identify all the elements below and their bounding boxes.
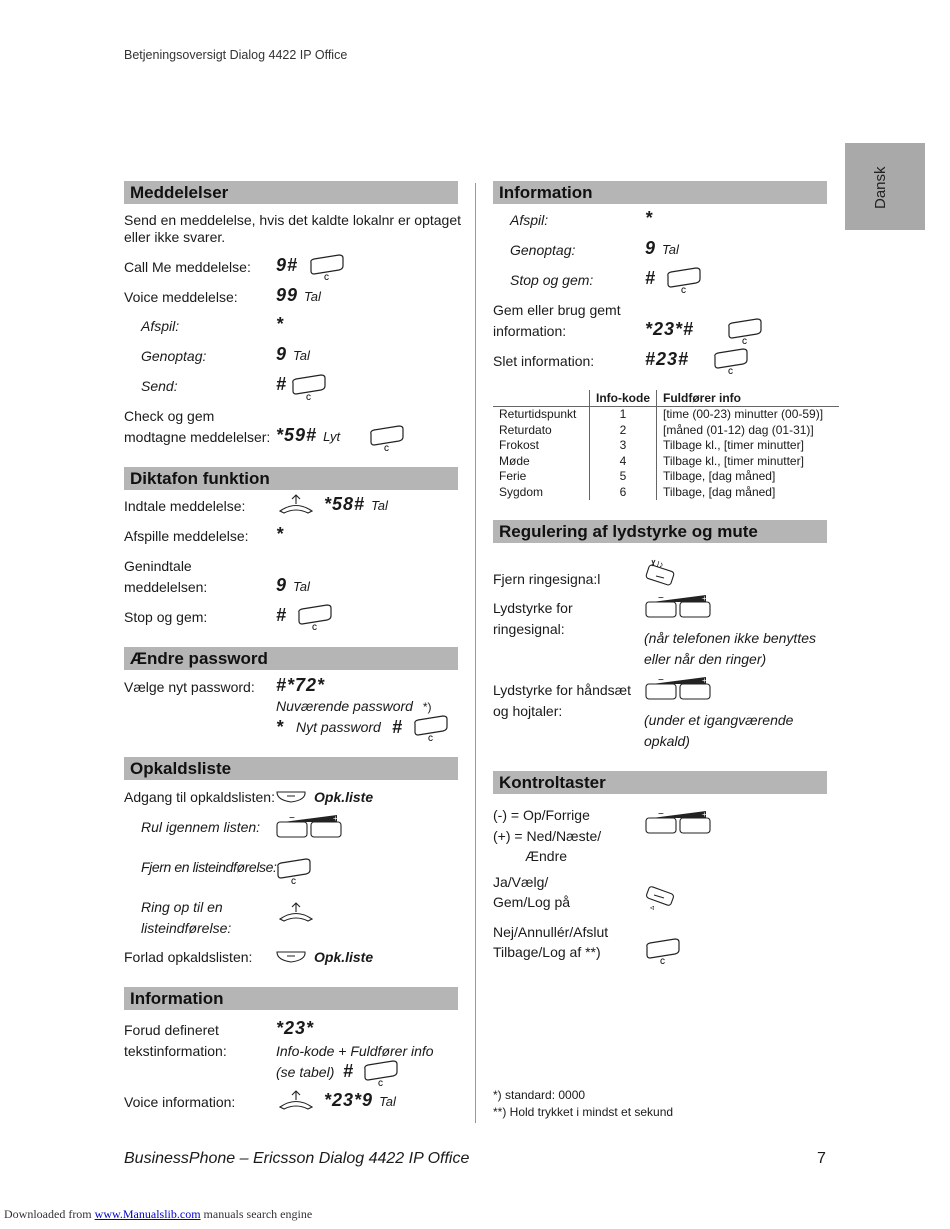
section-kontroltaster-title: Kontroltaster — [493, 771, 827, 794]
adgang-label: Adgang til opkaldslisten: — [124, 789, 275, 805]
table-cell: Returtidspunkt — [499, 407, 577, 421]
table-cell: 3 — [590, 438, 657, 454]
table-cell: 5 — [590, 469, 657, 485]
genindtale-label-2: meddelelsen: — [124, 579, 208, 595]
table-cell: Møde — [499, 453, 530, 468]
manualslib-link[interactable]: www.Manualslib.com — [94, 1207, 201, 1221]
check-code-value: *59# — [276, 425, 318, 445]
handset-offhook-icon — [276, 1088, 316, 1112]
section-opkaldsliste-title: Opkaldsliste — [124, 757, 458, 780]
svg-text:−: − — [658, 810, 664, 820]
opk-liste-label: Opk.liste — [314, 789, 374, 805]
svg-text:c: c — [742, 336, 747, 344]
nuvaerende-password — [276, 696, 432, 717]
indtale-code-value: *58# — [324, 494, 366, 514]
afspille-label: Afspille meddelelse: — [124, 528, 249, 544]
svg-text:c: c — [384, 443, 389, 451]
table-cell: Ferie — [499, 469, 527, 483]
section-password-title: Ændre password — [124, 647, 458, 670]
c-key-icon — [290, 374, 330, 400]
svg-text:+: + — [702, 676, 707, 685]
nyt-star: * — [276, 717, 285, 737]
ja-label-2: Gem/Log på — [493, 894, 571, 910]
svg-text:c: c — [324, 272, 329, 280]
softkey-icon — [275, 789, 309, 805]
afspil-star: * — [276, 314, 285, 334]
minus-label: (-) = Op/Forrige — [493, 807, 590, 823]
info-code-table — [493, 390, 839, 500]
check-label-1: Check og gem — [124, 408, 215, 424]
lydstyrke-note-2: eller når den ringer) — [644, 651, 767, 667]
haandsaet-label-1: Lydstyrke for håndsæt — [493, 682, 631, 698]
gem-label-2: information: — [493, 323, 567, 339]
volume-key-icon — [644, 810, 714, 836]
c-key-icon — [296, 604, 336, 630]
svg-text:c: c — [378, 1078, 383, 1086]
svg-text:◃: ◃ — [650, 903, 655, 912]
diktafon-stop-label: Stop og gem: — [124, 609, 208, 625]
slet-label: Slet information: — [493, 353, 595, 369]
language-tab-label: Dansk — [872, 166, 889, 209]
footer-title: BusinessPhone – Ericsson Dialog 4422 IP Office — [124, 1150, 470, 1167]
call-me-label: Call Me meddelelse: — [124, 259, 251, 275]
forud-label-1: Forud defineret — [124, 1022, 219, 1038]
table-cell: Frokost — [499, 438, 540, 452]
gem-code: *23*# — [645, 319, 695, 339]
table-header-cell — [493, 390, 590, 407]
meddelelser-intro-2: eller ikke svarer. — [124, 229, 226, 245]
svg-text:c: c — [306, 392, 311, 400]
table-cell: 1 — [590, 407, 657, 423]
table-cell: Tilbage kl., [timer minutter] — [663, 453, 804, 468]
table-cell: Returdato — [499, 422, 552, 437]
table-header-cell: Info-kode — [590, 390, 657, 407]
c-key-icon — [665, 267, 705, 293]
table-row — [493, 469, 839, 485]
softkey-icon — [275, 949, 309, 965]
genoptag-value: 9 — [276, 344, 288, 364]
haandsaet-label-2: og hojtaler: — [493, 703, 563, 719]
page-number: 7 — [817, 1150, 826, 1167]
plus-label: (+) = Ned/Næste/ — [493, 828, 602, 844]
volume-key-icon — [275, 814, 345, 840]
svg-text:c: c — [312, 622, 317, 630]
genindtale-value: 9 — [276, 575, 288, 595]
r-genoptag-label: Genoptag: — [510, 242, 576, 258]
genindtale-code — [276, 574, 310, 598]
section-information-right-title: Information — [493, 181, 827, 204]
meddelelser-intro: Send en meddelelse, hvis det kaldte lokalnr er optaget — [124, 212, 461, 228]
table-cell: Tilbage, [dag måned] — [663, 469, 776, 483]
svg-text:c: c — [291, 876, 296, 884]
tal-label: Tal — [371, 498, 388, 513]
lydstyrke-label-2: ringesignal: — [493, 621, 565, 637]
column-divider — [475, 183, 476, 1123]
haandsaet-note-2: opkald) — [644, 733, 690, 749]
opk-liste-label-2: Opk.liste — [314, 949, 374, 965]
genindtale-label-1: Genindtale — [124, 558, 192, 574]
svg-text:c: c — [728, 366, 733, 374]
c-key-icon — [412, 715, 452, 741]
handset-offhook-icon — [276, 900, 316, 924]
ok-key-icon — [644, 886, 678, 912]
tal-label: Tal — [293, 348, 310, 363]
c-key-icon — [368, 425, 408, 451]
tal-label: Tal — [304, 289, 321, 304]
download-line — [4, 1207, 312, 1222]
note-hold: **) Hold trykket i mindst et sekund — [493, 1105, 674, 1119]
svg-text:+: + — [333, 814, 338, 823]
password-code: #*72* — [276, 675, 326, 695]
nyt-hash: # — [392, 717, 404, 737]
page-header: Betjeningsoversigt Dialog 4422 IP Office — [124, 48, 348, 62]
forud-label-2: tekstinformation: — [124, 1043, 227, 1059]
svg-text:−: − — [289, 814, 295, 824]
volume-key-icon — [644, 594, 714, 620]
se-tabel-hash: # — [343, 1061, 355, 1081]
nej-label-1: Nej/Annullér/Afslut — [493, 924, 609, 940]
table-cell: 6 — [590, 485, 657, 501]
section-information-left-title: Information — [124, 987, 458, 1010]
afspille-star: * — [276, 524, 285, 544]
forud-code: *23* — [276, 1018, 315, 1038]
nyt-password-label: Nyt password — [296, 719, 381, 735]
table-header-cell: Fuldfører info — [657, 390, 840, 407]
svg-text:+: + — [702, 810, 707, 819]
table-row — [493, 454, 839, 470]
aendre-label: Ændre — [525, 848, 568, 864]
voice-meddelelse-label: Voice meddelelse: — [124, 289, 238, 305]
svg-text:c: c — [681, 285, 686, 293]
gem-label-1: Gem eller brug gemt — [493, 302, 621, 318]
note-standard: *) standard: 0000 — [493, 1088, 586, 1102]
tal-label: Tal — [662, 242, 679, 257]
lyt-label: Lyt — [323, 429, 341, 444]
ja-label-1: Ja/Vælg/ — [493, 874, 549, 890]
mute-key-icon — [644, 558, 678, 586]
table-row — [493, 407, 839, 423]
volume-key-icon — [644, 676, 714, 702]
r-genoptag-code — [645, 237, 679, 261]
tal-label: Tal — [379, 1094, 396, 1109]
c-key-icon — [644, 938, 684, 964]
rul-label: Rul igennem listen: — [141, 819, 261, 835]
voice-info-code — [324, 1089, 396, 1113]
download-prefix: Downloaded from — [4, 1207, 92, 1221]
table-row — [493, 438, 839, 454]
nuvaerende-text: Nuværende password — [276, 698, 413, 714]
table-cell: Sygdom — [499, 484, 544, 499]
c-key-icon — [712, 348, 752, 374]
send-label: Send: — [141, 378, 178, 394]
voice-meddelelse-code — [276, 284, 321, 308]
fjern-ringesignal-label: Fjern ringesigna:l — [493, 571, 601, 587]
table-row — [493, 423, 839, 439]
lydstyrke-note-1: (når telefonen ikke benyttes — [644, 630, 816, 646]
svg-text:−: − — [658, 676, 664, 686]
table-cell: [time (00-23) minutter (00-59)] — [663, 407, 824, 421]
download-suffix: manuals search engine — [203, 1207, 313, 1221]
svg-text:−: − — [658, 594, 664, 604]
genoptag-label: Genoptag: — [141, 348, 207, 364]
svg-text:/♪: /♪ — [657, 560, 664, 569]
svg-text:c: c — [428, 733, 433, 741]
forlad-label: Forlad opkaldslisten: — [124, 949, 253, 965]
table-cell: 4 — [590, 454, 657, 470]
r-stop-label: Stop og gem: — [510, 272, 594, 288]
c-key-icon — [726, 318, 766, 344]
r-afspil-label: Afspil: — [510, 212, 549, 228]
ring-label-1: Ring op til en — [141, 899, 223, 915]
section-meddelelser-title: Meddelelser — [124, 181, 458, 204]
send-hash: # — [276, 374, 288, 394]
table-cell: Tilbage, [dag måned] — [663, 484, 776, 499]
tal-label: Tal — [293, 579, 310, 594]
r-afspil-star: * — [645, 208, 654, 228]
c-key-icon — [308, 254, 348, 280]
voice-info-code-value: *23*9 — [324, 1090, 374, 1110]
table-cell: Tilbage kl., [timer minutter] — [663, 438, 804, 452]
svg-text:+: + — [702, 594, 707, 603]
haandsaet-note-1: (under et igangværende — [644, 712, 794, 728]
check-label-2: modtagne meddelelser: — [124, 429, 271, 445]
vaelge-label: Vælge nyt password: — [124, 679, 255, 695]
c-key-icon — [275, 858, 315, 884]
language-tab — [845, 143, 925, 230]
section-diktafon-title: Diktafon funktion — [124, 467, 458, 490]
indtale-label: Indtale meddelelse: — [124, 498, 246, 514]
lydstyrke-label-1: Lydstyrke for — [493, 600, 573, 616]
note-mark: *) — [422, 700, 432, 714]
r-stop-hash: # — [645, 268, 657, 288]
table-cell: 2 — [590, 423, 657, 439]
svg-text:c: c — [660, 956, 665, 964]
call-me-code: 9# — [276, 255, 299, 275]
genoptag-code — [276, 343, 310, 367]
section-regulering-title: Regulering af lydstyrke og mute — [493, 520, 827, 543]
se-tabel-text: (se tabel) — [276, 1064, 335, 1080]
indtale-code — [324, 493, 388, 517]
info-kode-text: Info-kode + Fuldfører info — [276, 1043, 434, 1059]
table-cell: [måned (01-12) dag (01-31)] — [663, 422, 814, 437]
check-code — [276, 424, 340, 448]
fjern-label: Fjern en listeindførelse: — [141, 859, 277, 875]
ring-label-2: listeindførelse: — [141, 920, 232, 936]
voice-info-label: Voice information: — [124, 1094, 236, 1110]
diktafon-stop-hash: # — [276, 605, 288, 625]
c-key-icon — [362, 1060, 402, 1086]
afspil-label: Afspil: — [141, 318, 180, 334]
r-genoptag-value: 9 — [645, 238, 657, 258]
voice-code-value: 99 — [276, 285, 299, 305]
table-header-row — [493, 390, 839, 407]
slet-code: #23# — [645, 349, 690, 369]
nej-label-2: Tilbage/Log af **) — [493, 944, 601, 960]
handset-offhook-icon — [276, 492, 316, 516]
table-row — [493, 485, 839, 501]
